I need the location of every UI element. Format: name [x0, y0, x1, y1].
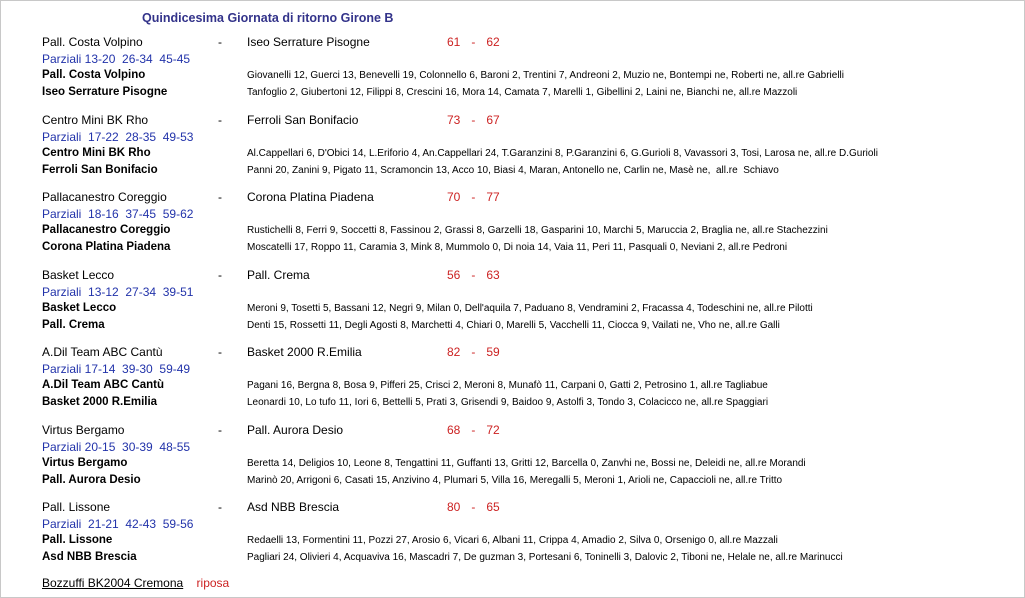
- away-team: Ferroli San Bonifacio: [247, 112, 359, 127]
- partial-scores: Parziali 18-16 37-45 59-62: [42, 207, 194, 221]
- score-separator: -: [471, 422, 476, 437]
- away-team: Pall. Crema: [247, 267, 310, 282]
- score-separator: -: [471, 112, 476, 127]
- score-separator: -: [471, 267, 476, 282]
- score-separator: -: [471, 345, 476, 359]
- away-players: Marinò 20, Arrigoni 6, Casati 15, Anzivino 4, Plumari 5, Villa 16, Meregalli 5, Meroni 1, Arioli ne, Capaccioli ne, all.re Tritto: [247, 474, 783, 486]
- score-separator: -: [471, 190, 476, 204]
- partial-scores: Parziali 13-20 26-34 45-45: [42, 52, 191, 66]
- home-team-roster-label: Centro Mini BK Rho: [42, 146, 151, 159]
- home-team: Basket Lecco: [42, 267, 115, 282]
- home-players: Redaelli 13, Formentini 11, Pozzi 27, Arosio 6, Vicari 6, Albani 11, Crippa 4, Amadio 2, Silva 0, Orsenigo 0, all.re Mazzali: [247, 535, 778, 546]
- away-players: Moscatelli 17, Roppo 11, Caramia 3, Mink 8, Mummolo 0, Di noia 14, Vaia 11, Peri 11, Pasquali 0, Neviani 2, all.re Pedroni: [247, 242, 788, 253]
- game-block: [1, 500, 1024, 570]
- away-team: Pall. Aurora Desio: [247, 422, 344, 437]
- away-team-roster-label: Iseo Serrature Pisogne: [42, 86, 168, 98]
- partial-scores: Parziali 21-21 42-43 59-56: [42, 517, 194, 531]
- game-block: [1, 113, 1024, 183]
- game-block: [1, 268, 1024, 338]
- bye-team-link[interactable]: Bozzuffi BK2004 Cremona: [42, 576, 184, 590]
- home-players: Giovanelli 12, Guerci 13, Benevelli 19, Colonnello 6, Baroni 2, Trentini 7, Andreoni 2, Muzio ne, Bontempi ne, Roberti ne, all.re Gabrielli: [247, 70, 845, 81]
- final-score: [447, 500, 500, 514]
- home-team: A.Dil Team ABC Cantù: [42, 345, 163, 359]
- home-team-roster-label: Basket Lecco: [42, 301, 117, 314]
- partial-scores: Parziali 20-15 30-39 48-55: [42, 439, 191, 454]
- vs-dash: -: [218, 267, 222, 282]
- final-score: [447, 345, 500, 359]
- score-away: 59: [486, 345, 500, 359]
- score-home: 70: [447, 190, 461, 204]
- score-away: 63: [486, 267, 500, 282]
- away-team-roster-label: Asd NBB Brescia: [42, 551, 137, 563]
- score-separator: -: [471, 35, 476, 49]
- game-block: [1, 423, 1024, 493]
- score-home: 61: [447, 35, 461, 49]
- final-score: [447, 268, 500, 282]
- final-score: [447, 113, 500, 127]
- home-team-roster-label: Pall. Costa Volpino: [42, 69, 146, 81]
- score-home: 80: [447, 500, 461, 514]
- partial-scores: Parziali 17-22 28-35 49-53: [42, 129, 194, 144]
- score-away: 72: [486, 422, 500, 437]
- away-team: Corona Platina Piadena: [247, 190, 374, 204]
- bye-label: riposa: [196, 576, 230, 590]
- score-away: 77: [486, 190, 500, 204]
- home-team-roster-label: Pallacanestro Coreggio: [42, 224, 171, 236]
- vs-dash: -: [218, 112, 222, 127]
- home-team: Virtus Bergamo: [42, 422, 125, 437]
- home-team: Pall. Lissone: [42, 500, 111, 514]
- final-score: [447, 190, 500, 204]
- home-team: Pallacanestro Coreggio: [42, 190, 167, 204]
- vs-dash: -: [218, 190, 222, 204]
- partial-scores: Parziali 17-14 39-30 59-49: [42, 362, 191, 376]
- away-team-roster-label: Pall. Crema: [42, 318, 105, 331]
- away-team: Basket 2000 R.Emilia: [247, 345, 362, 359]
- home-team: Centro Mini BK Rho: [42, 112, 149, 127]
- score-away: 65: [486, 500, 500, 514]
- game-block: [1, 190, 1024, 260]
- game-block: [1, 35, 1024, 105]
- home-players: Beretta 14, Deligios 10, Leone 8, Tengattini 11, Guffanti 13, Gritti 12, Barcella 0, Zanvhi ne, Bossi ne, Deleidi ne, all.re Morandi: [247, 457, 806, 469]
- home-team-roster-label: Pall. Lissone: [42, 534, 113, 546]
- away-team: Iseo Serrature Pisogne: [247, 35, 370, 49]
- final-score: [447, 35, 500, 49]
- away-team-roster-label: Ferroli San Bonifacio: [42, 163, 158, 176]
- final-score: [447, 423, 500, 437]
- away-players: Pagliari 24, Olivieri 4, Acquaviva 16, Mascadri 7, De guzman 3, Portesani 6, Toninelli 3, Dalovic 2, Tiboni ne, Helale ne, all.re Marinucci: [247, 552, 843, 563]
- page-title: Quindicesima Giornata di ritorno Girone B: [142, 11, 394, 25]
- score-home: 56: [447, 267, 461, 282]
- home-team-roster-label: A.Dil Team ABC Cantù: [42, 379, 165, 391]
- home-players: Al.Cappellari 6, D'Obici 14, L.Eriforio 4, An.Cappellari 24, T.Garanzini 8, P.Garanzini 6, G.Gurioli 8, Vavassori 3, Tosi, Larosa ne, all.re D.Gurioli: [247, 147, 878, 159]
- bye-row: [42, 576, 229, 590]
- vs-dash: -: [218, 500, 222, 514]
- away-team-roster-label: Pall. Aurora Desio: [42, 473, 141, 486]
- score-separator: -: [471, 500, 476, 514]
- home-players: Meroni 9, Tosetti 5, Bassani 12, Negri 9, Milan 0, Dell'aquila 7, Paduano 8, Vendramini 2, Fracassa 4, Todeschini ne, all.re Pilotti: [247, 302, 813, 314]
- score-away: 62: [486, 35, 500, 49]
- score-home: 68: [447, 422, 461, 437]
- score-home: 82: [447, 345, 461, 359]
- away-players: Leonardi 10, Lo tufo 11, Iori 6, Bettelli 5, Prati 3, Grisendi 9, Baidoo 9, Astolfi 3, Tondo 3, Colacicco ne, all.re Spaggiari: [247, 397, 769, 408]
- game-block: [1, 345, 1024, 415]
- home-team: Pall. Costa Volpino: [42, 35, 143, 49]
- away-team: Asd NBB Brescia: [247, 500, 340, 514]
- away-players: Panni 20, Zanini 9, Pigato 11, Scramoncin 13, Acco 10, Biasi 4, Maran, Antonello ne, Carlin ne, Masè ne, all.re Schiavo: [247, 164, 779, 176]
- score-away: 67: [486, 112, 500, 127]
- home-team-roster-label: Virtus Bergamo: [42, 456, 128, 469]
- away-players: Tanfoglio 2, Giubertoni 12, Filippi 8, Crescini 16, Mora 14, Camata 7, Marelli 1, Gibellini 2, Laini ne, Bianchi ne, all.re Mazzoli: [247, 87, 798, 98]
- vs-dash: -: [218, 35, 222, 49]
- partial-scores: Parziali 13-12 27-34 39-51: [42, 284, 194, 299]
- home-players: Rustichelli 8, Ferri 9, Soccetti 8, Fassinou 2, Grassi 8, Garzelli 18, Gasparini 10, Marchi 5, Maruccia 2, Braglia ne, all.re Stachezzini: [247, 225, 828, 236]
- vs-dash: -: [218, 345, 222, 359]
- away-players: Denti 15, Rossetti 11, Degli Agosti 8, Marchetti 4, Chiari 0, Marelli 5, Vacchelli 11, Ciocca 9, Vailati ne, Vho ne, all.re Galli: [247, 319, 780, 331]
- score-home: 73: [447, 112, 461, 127]
- home-players: Pagani 16, Bergna 8, Bosa 9, Pifferi 25, Crisci 2, Meroni 8, Munafò 11, Carpani 0, Gatti 2, Petrosino 1, all.re Tagliabue: [247, 380, 768, 391]
- away-team-roster-label: Corona Platina Piadena: [42, 241, 171, 253]
- vs-dash: -: [218, 422, 222, 437]
- away-team-roster-label: Basket 2000 R.Emilia: [42, 396, 158, 408]
